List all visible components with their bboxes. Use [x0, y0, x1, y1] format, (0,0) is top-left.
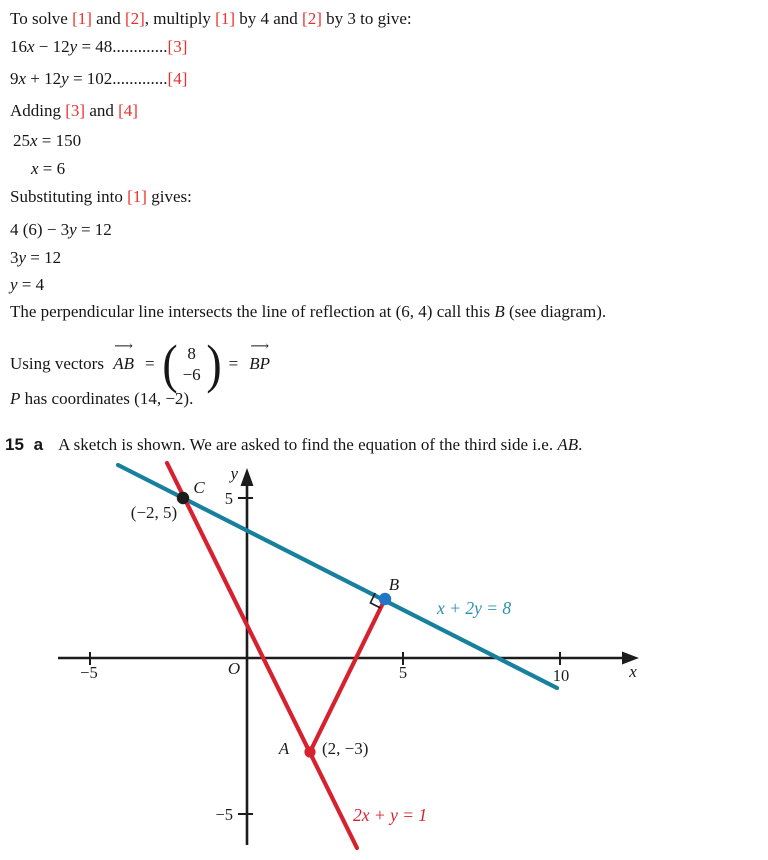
text-segment: P — [10, 389, 21, 408]
equals-sign: = — [228, 354, 239, 373]
text-segment: , multiply — [144, 9, 216, 28]
point-C-dot — [177, 492, 189, 504]
text-segment: The perpendicular line intersects the line of reflection at (6, 4) call this — [10, 302, 495, 321]
teal-line-equation-label: x + 2y = 8 — [437, 598, 512, 618]
y-tick-label-5: 5 — [224, 489, 233, 508]
text-segment: and — [91, 9, 125, 28]
text-segment: − 12 — [34, 37, 70, 56]
text-segment: y — [61, 69, 69, 88]
x-tick-label-10: 10 — [552, 666, 570, 685]
text-segment: . — [578, 435, 583, 454]
text-segment: = 6 — [38, 159, 66, 178]
point-C-label: C — [193, 478, 205, 497]
vector-top-value: 8 — [187, 344, 196, 363]
equation-reference-marker: [2] — [302, 9, 322, 28]
text-segment: 16 — [10, 37, 27, 56]
equation-reference-marker: [4] — [167, 69, 188, 88]
text-segment: x — [18, 69, 27, 88]
equation-reference-marker: [3] — [65, 101, 86, 120]
x-axis-label: x — [629, 662, 637, 681]
point-A-label: A — [278, 739, 290, 758]
equation-reference-marker: [1] — [127, 187, 147, 206]
point-A-coords: (2, −3) — [322, 739, 369, 758]
text-segment: by 3 to give: — [321, 9, 412, 28]
vector-arrow-icon: ⟶ — [114, 338, 133, 353]
vector-bp: ⟶ BP — [246, 354, 273, 374]
equation-reference-marker: [2] — [124, 9, 145, 28]
point-B-label: B — [388, 575, 400, 594]
y-axis-label: y — [230, 464, 238, 483]
text-segment: = 12 — [26, 248, 62, 267]
line-2x-plus-y-equals-1 — [167, 463, 357, 848]
red-line-equation-label: 2x + y = 1 — [353, 805, 428, 825]
vector-bottom-value: −6 — [182, 365, 201, 384]
vector-prefix: Using vectors — [10, 354, 109, 373]
text-segment: by 4 and — [235, 9, 303, 28]
point-A-dot — [304, 746, 315, 757]
text-segment: x — [30, 131, 38, 150]
text-segment: 25 — [13, 131, 30, 150]
segment-AB — [310, 599, 385, 752]
text-segment: y — [69, 37, 78, 56]
origin-label: O — [227, 659, 241, 678]
right-paren: ) — [206, 334, 222, 394]
vector-ab: ⟶ AB — [110, 354, 137, 374]
text-segment: B — [494, 302, 505, 321]
text-segment: gives: — [146, 187, 192, 206]
text-segment: (see diagram). — [504, 302, 607, 321]
left-paren: ( — [161, 334, 178, 394]
equation-reference-marker: [4] — [118, 101, 138, 120]
text-segment: y — [10, 275, 18, 294]
text-segment: y — [18, 248, 27, 267]
text-segment: 4 (6) − 3 — [10, 220, 70, 239]
text-segment: + 12 — [26, 69, 62, 88]
text-segment: AB — [557, 435, 579, 454]
equation-reference-marker: [1] — [72, 9, 92, 28]
text-segment: = 150 — [37, 131, 82, 150]
text-segment: 3 — [10, 248, 19, 267]
text-segment: = 12 — [76, 220, 112, 239]
equals-sign: = — [145, 354, 155, 373]
text-segment: = 102............. — [68, 69, 168, 88]
text-segment: Substituting into — [10, 187, 128, 206]
x-tick-label-5: 5 — [398, 663, 408, 682]
text-segment: = 4 — [17, 275, 45, 294]
text-segment: x — [27, 37, 35, 56]
text-segment: and — [85, 101, 119, 120]
point-B-dot — [379, 593, 391, 605]
text-segment: = 48............. — [77, 37, 168, 56]
text-segment: To solve — [10, 9, 73, 28]
equation-reference-marker: [3] — [167, 37, 188, 56]
vector-arrow-icon: ⟶ — [250, 338, 269, 353]
text-segment: y — [69, 220, 77, 239]
point-C-coords: (−2, 5) — [130, 503, 178, 522]
text-segment: has coordinates (14, −2). — [20, 389, 194, 408]
text-segment: x — [31, 159, 39, 178]
text-segment: 15 a — [5, 435, 44, 454]
text-segment: Adding — [10, 101, 66, 120]
text-segment: 9 — [10, 69, 19, 88]
text-segment: A sketch is shown. We are asked to find the equation of the third side i.e. — [58, 435, 558, 454]
equation-reference-marker: [1] — [215, 9, 235, 28]
x-tick-label-neg5: −5 — [80, 663, 98, 682]
y-axis-arrow-icon — [241, 468, 254, 486]
y-tick-label-neg5: −5 — [215, 805, 233, 824]
